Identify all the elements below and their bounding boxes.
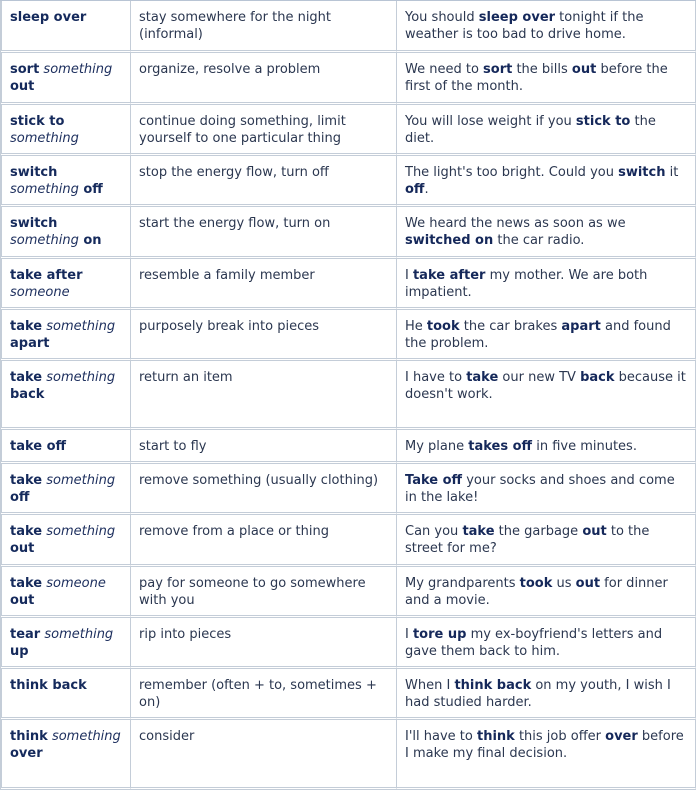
verb-part: out	[10, 593, 35, 608]
verb-part: switch	[10, 165, 58, 180]
verb-part: take off	[10, 439, 67, 454]
example-text: your socks and shoes and come in the lake!	[405, 473, 675, 505]
example-text: the garbage	[494, 524, 583, 539]
table-row	[0, 361, 696, 430]
phrasal-verb-cell	[0, 669, 130, 720]
verb-object-placeholder: something	[40, 627, 114, 642]
example-text: before I make my final decision.	[405, 729, 684, 761]
example-text: and found the problem.	[405, 319, 671, 351]
example-highlight: Take off	[405, 473, 463, 488]
meaning-cell: pay for someone to go somewhere with you	[130, 567, 396, 618]
table-row	[0, 156, 696, 207]
example-highlight: took	[519, 576, 553, 591]
example-highlight: think back	[454, 678, 532, 693]
example-cell	[396, 618, 696, 669]
meaning-cell: rip into pieces	[130, 618, 396, 669]
example-cell	[396, 361, 696, 430]
table-row	[0, 567, 696, 618]
meaning-cell: remember (often + to, sometimes + on)	[130, 669, 396, 720]
verb-object-placeholder: something	[39, 62, 113, 77]
example-highlight: takes off	[468, 439, 533, 454]
example-text: When I	[405, 678, 455, 693]
example-text: the diet.	[405, 114, 656, 146]
meaning-cell: return an item	[130, 361, 396, 430]
meaning-cell: remove from a place or thing	[130, 515, 396, 567]
meaning-cell: stay somewhere for the night (informal)	[130, 1, 396, 53]
table-row	[0, 310, 696, 361]
example-highlight: off	[405, 182, 425, 197]
verb-object-placeholder: something	[10, 182, 79, 197]
example-highlight: take	[462, 524, 495, 539]
table-row	[0, 515, 696, 567]
phrasal-verb-cell	[0, 567, 130, 618]
example-cell	[396, 669, 696, 720]
verb-part: switch	[10, 216, 58, 231]
phrasal-verb-cell	[0, 259, 130, 310]
example-text: He	[405, 319, 427, 334]
verb-part: take	[10, 370, 43, 385]
verb-part: take	[10, 576, 43, 591]
meaning-cell: start the energy flow, turn on	[130, 207, 396, 259]
example-text: We need to	[405, 62, 484, 77]
example-highlight: switched on	[405, 233, 494, 248]
verb-object-placeholder: someone	[10, 285, 70, 300]
phrasal-verb-cell	[0, 515, 130, 567]
meaning-cell: purposely break into pieces	[130, 310, 396, 361]
example-text: tonight if the weather is too bad to drive home.	[405, 10, 644, 42]
verb-object-placeholder: something	[42, 370, 116, 385]
example-text: before the first of the month.	[405, 62, 668, 94]
verb-part: sort	[10, 62, 40, 77]
table-row	[0, 207, 696, 259]
example-highlight: think	[476, 729, 515, 744]
verb-part: back	[10, 387, 45, 402]
example-cell	[396, 515, 696, 567]
verb-part: apart	[10, 336, 50, 351]
phrasal-verb-cell	[0, 207, 130, 259]
example-cell	[396, 430, 696, 464]
verb-object-placeholder: something	[47, 729, 121, 744]
example-cell	[396, 156, 696, 207]
example-highlight: out	[571, 62, 597, 77]
example-text: the car radio.	[493, 233, 585, 248]
example-highlight: took	[426, 319, 460, 334]
verb-object-placeholder: someone	[42, 576, 106, 591]
meaning-cell: organize, resolve a problem	[130, 53, 396, 105]
example-text: I have to	[405, 370, 467, 385]
example-highlight: sort	[483, 62, 513, 77]
example-text: The light's too bright. Could you	[405, 165, 619, 180]
table-row	[0, 1, 696, 53]
example-cell	[396, 567, 696, 618]
verb-part: take	[10, 319, 43, 334]
phrasal-verb-cell	[0, 361, 130, 430]
table-row	[0, 464, 696, 515]
verb-part: off	[10, 490, 30, 505]
table-row	[0, 430, 696, 464]
example-text: to the street for me?	[405, 524, 650, 556]
phrasal-verb-cell	[0, 105, 130, 156]
example-cell	[396, 53, 696, 105]
meaning-cell: continue doing something, limit yourself to one particular thing	[130, 105, 396, 156]
phrasal-verb-cell	[0, 53, 130, 105]
example-text: for dinner and a movie.	[405, 576, 668, 608]
verb-part: sleep over	[10, 10, 87, 25]
verb-object-placeholder: something	[42, 473, 116, 488]
example-cell	[396, 464, 696, 515]
example-highlight: sleep over	[478, 10, 556, 25]
table-row	[0, 259, 696, 310]
example-text: the bills	[512, 62, 572, 77]
meaning-cell: start to fly	[130, 430, 396, 464]
verb-part: on	[78, 233, 102, 248]
meaning-cell: resemble a family member	[130, 259, 396, 310]
verb-part: take	[10, 473, 43, 488]
phrasal-verb-cell	[0, 430, 130, 464]
meaning-cell: remove something (usually clothing)	[130, 464, 396, 515]
example-text: Can you	[405, 524, 463, 539]
verb-object-placeholder: something	[42, 319, 116, 334]
example-text: it	[665, 165, 679, 180]
example-cell	[396, 310, 696, 361]
phrasal-verb-cell	[0, 720, 130, 790]
example-text: our new TV	[498, 370, 581, 385]
verb-part: up	[10, 644, 29, 659]
example-text: this job offer	[514, 729, 606, 744]
example-text: I	[405, 627, 413, 642]
meaning-cell: stop the energy flow, turn off	[130, 156, 396, 207]
example-highlight: switch	[618, 165, 666, 180]
phrasal-verb-cell	[0, 310, 130, 361]
example-cell	[396, 259, 696, 310]
example-highlight: tore up	[412, 627, 467, 642]
table-row	[0, 53, 696, 105]
example-highlight: out	[582, 524, 607, 539]
example-cell	[396, 1, 696, 53]
phrasal-verb-cell	[0, 464, 130, 515]
example-text: us	[552, 576, 576, 591]
example-text: .	[424, 182, 429, 197]
example-cell	[396, 207, 696, 259]
example-text: my mother. We are both impatient.	[405, 268, 648, 300]
example-text: My plane	[405, 439, 469, 454]
example-highlight: stick to	[575, 114, 631, 129]
example-text: You should	[405, 10, 479, 25]
verb-object-placeholder: something	[42, 524, 116, 539]
verb-object-placeholder: something	[10, 131, 79, 146]
verb-part: out	[10, 79, 35, 94]
example-text: I'll have to	[405, 729, 477, 744]
example-text: We heard the news as soon as we	[405, 216, 626, 231]
verb-part: out	[10, 541, 35, 556]
phrasal-verb-cell	[0, 1, 130, 53]
table-row	[0, 669, 696, 720]
phrasal-verb-cell	[0, 618, 130, 669]
meaning-cell: consider	[130, 720, 396, 790]
example-text: I	[405, 268, 413, 283]
verb-part: take	[10, 524, 43, 539]
example-highlight: out	[575, 576, 601, 591]
example-cell	[396, 105, 696, 156]
example-text: because it doesn't work.	[405, 370, 686, 402]
phrasal-verb-cell	[0, 156, 130, 207]
example-text: my ex-boyfriend's letters and gave them back to him.	[405, 627, 663, 659]
verb-part: off	[78, 182, 103, 197]
table-body	[0, 1, 696, 790]
example-highlight: take after	[412, 268, 486, 283]
example-text: in five minutes.	[532, 439, 637, 454]
verb-part: take after	[10, 268, 83, 283]
example-highlight: take	[466, 370, 499, 385]
verb-part: over	[10, 746, 43, 761]
table-row	[0, 720, 696, 790]
example-text: You will lose weight if you	[405, 114, 576, 129]
example-text: the car brakes	[459, 319, 562, 334]
verb-part: think back	[10, 678, 87, 693]
example-text: My grandparents	[405, 576, 520, 591]
verb-part: stick to	[10, 114, 65, 129]
example-text: on my youth, I wish I had studied harder.	[405, 678, 671, 710]
table-row	[0, 105, 696, 156]
verb-part: think	[10, 729, 48, 744]
example-highlight: back	[580, 370, 615, 385]
example-highlight: apart	[561, 319, 601, 334]
verb-object-placeholder: something	[10, 233, 79, 248]
example-highlight: over	[605, 729, 638, 744]
verb-part: tear	[10, 627, 41, 642]
example-cell	[396, 720, 696, 790]
table-row	[0, 618, 696, 669]
